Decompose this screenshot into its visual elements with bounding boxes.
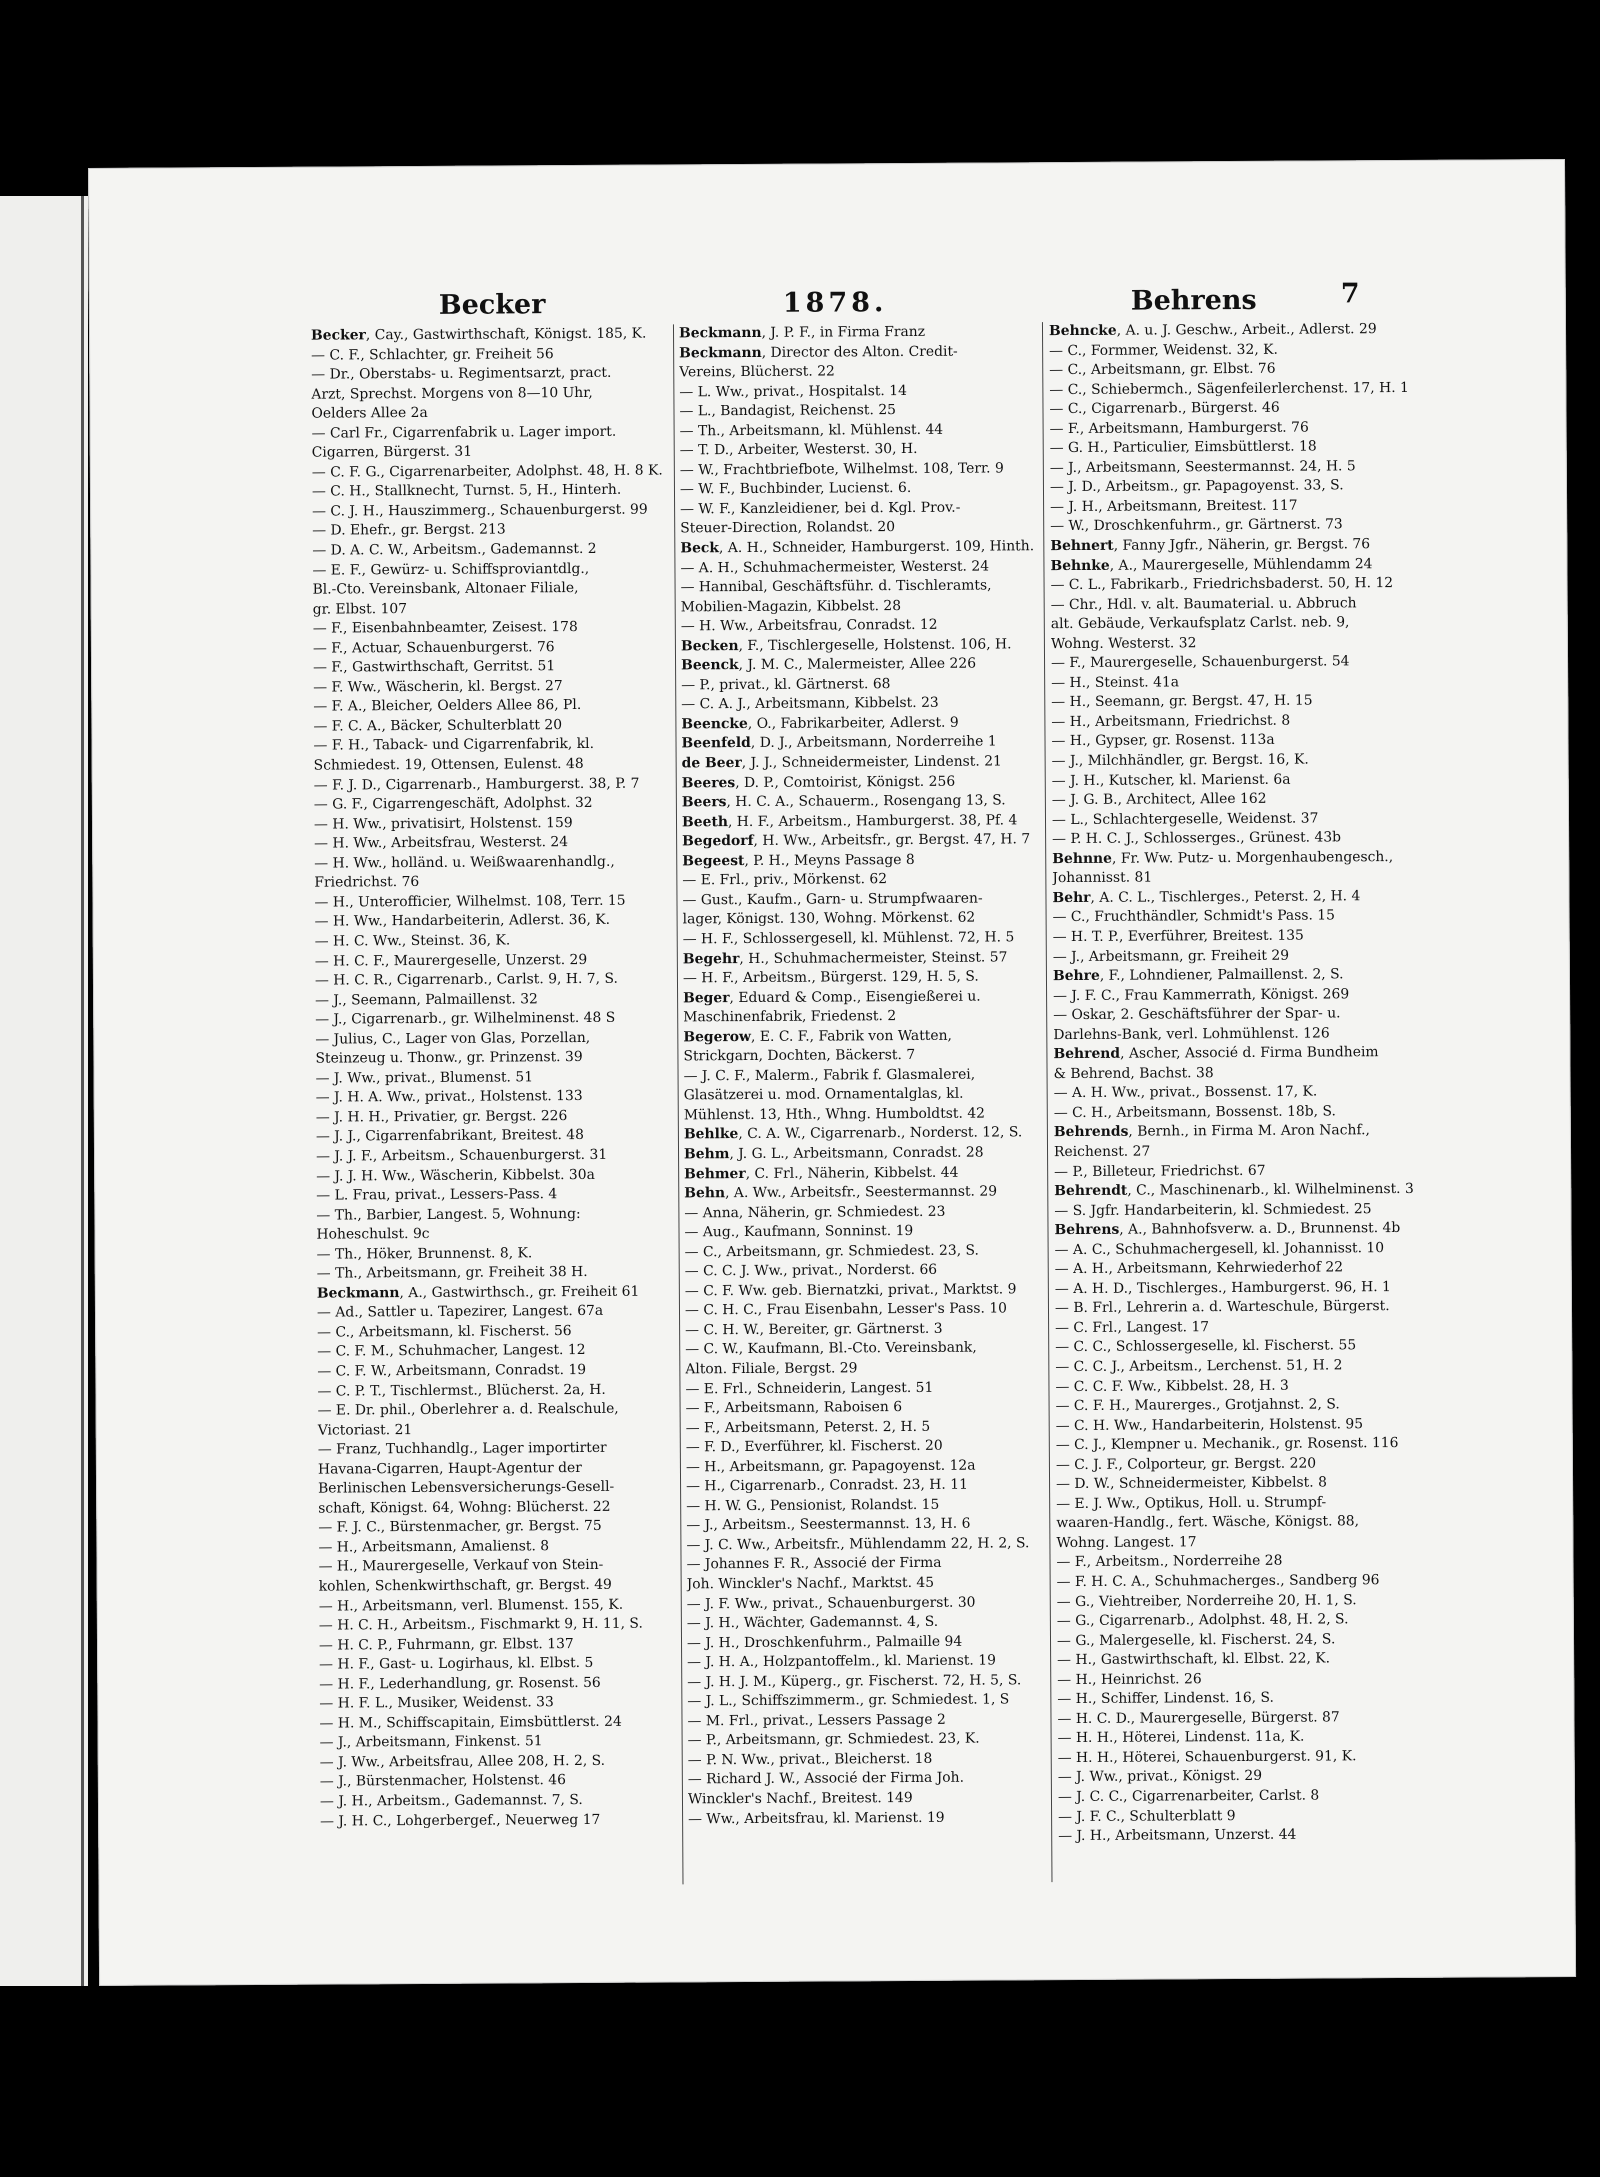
- directory-entry-line: kohlen, Schenkwirthschaft, gr. Bergst. 49: [318, 1576, 612, 1595]
- directory-entry-line: — H., Arbeitsmann, gr. Papagoyenst. 12a: [685, 1457, 976, 1476]
- directory-entry-line: Becken, F., Tischlergeselle, Holstenst. 106, H.: [680, 636, 1012, 655]
- directory-entry-line: — C. J. H., Hauszimmerg., Schauenburgerst. 99: [312, 501, 648, 520]
- directory-entry-line: Wohng. Westerst. 32: [1050, 634, 1197, 652]
- directory-entry-line: — H. C. F., Maurergeselle, Unzerst. 29: [314, 951, 588, 970]
- directory-entry-line: — H., Maurergeselle, Verkauf von Stein-: [318, 1557, 604, 1576]
- directory-entry-line: — J. H. J. M., Küperg., gr. Fischerst. 72, H. 5, S.: [687, 1672, 1022, 1691]
- directory-entry-line: Havana-Cigarren, Haupt-Agentur der: [317, 1459, 582, 1478]
- directory-entry-line: Behre, F., Lohndiener, Palmaillenst. 2, S.: [1052, 966, 1344, 985]
- directory-entry-line: Beers, H. C. A., Schauerm., Rosengang 13, S.: [681, 792, 1006, 811]
- directory-entry-line: — F., Actuar, Schauenburgerst. 76: [312, 638, 555, 657]
- directory-entry-line: — D. A. C. W., Arbeitsm., Gademannst. 2: [312, 540, 597, 559]
- directory-entry-line: — Th., Barbier, Langest. 5, Wohnung:: [316, 1205, 581, 1224]
- directory-entry-line: — F., Arbeitsmann, Hamburgerst. 76: [1049, 419, 1309, 437]
- directory-entry-line: — Anna, Näherin, gr. Schmiedest. 23: [684, 1203, 946, 1221]
- directory-entry-line: — G., Malergeselle, kl. Fischerst. 24, S.: [1056, 1631, 1336, 1649]
- directory-entry-line: Behlke, C. A. W., Cigarrenarb., Norderst. 12, S.: [683, 1124, 1023, 1143]
- directory-entry-line: — H. F. L., Musiker, Weidenst. 33: [319, 1694, 554, 1712]
- directory-entry-line: — Gust., Kaufm., Garn- u. Strumpfwaaren-: [682, 890, 983, 909]
- directory-entry-line: — J. J., Cigarrenfabrikant, Breitest. 48: [315, 1127, 585, 1146]
- directory-entry-line: — J., Cigarrenarb., gr. Wilhelminenst. 48 S: [315, 1009, 616, 1028]
- directory-entry-line: — J. Ww., privat., Königst. 29: [1057, 1768, 1263, 1786]
- directory-entry-line: — P. H. C. J., Schlosserges., Grünest. 43b: [1052, 829, 1342, 848]
- directory-entry-line: — J. L., Schiffszimmerm., gr. Schmiedest. 1, S: [687, 1691, 1010, 1710]
- directory-entry-line: Behncke, A. u. J. Geschw., Arbeit., Adlerst. 29: [1048, 321, 1377, 340]
- directory-entry-line: Beenck, J. M. C., Malermeister, Allee 226: [681, 655, 977, 674]
- directory-entry-line: — Richard J. W., Associé der Firma Joh.: [687, 1770, 965, 1788]
- directory-entry-line: — C. C., Schlossergeselle, kl. Fischerst. 55: [1055, 1337, 1357, 1356]
- directory-entry-line: — F. H., Taback- und Cigarrenfabrik, kl.: [313, 736, 595, 755]
- directory-entry-line: — H., Arbeitsmann, Friedrichst. 8: [1051, 712, 1291, 731]
- directory-entry-line: — H. C. H., Arbeitsm., Fischmarkt 9, H. 11, S.: [318, 1615, 643, 1634]
- directory-entry-line: Maschinenfabrik, Friedenst. 2: [683, 1008, 897, 1026]
- directory-entry-line: Mühlenst. 13, Hth., Whng. Humboldtst. 42: [683, 1105, 986, 1124]
- directory-entry-line: — J. H., Arbeitsmann, Breitest. 117: [1050, 497, 1298, 516]
- directory-entry-line: — Johannes F. R., Associé der Firma: [686, 1555, 942, 1573]
- facing-page-edge: [0, 196, 88, 1986]
- directory-entry-line: — C. C. F. Ww., Kibbelst. 28, H. 3: [1055, 1377, 1289, 1395]
- directory-entry-line: — J. G. B., Architect, Allee 162: [1051, 790, 1267, 809]
- directory-entry-line: — H. Ww., privatisirt, Holstenst. 159: [313, 814, 573, 833]
- directory-entry-line: — W., Droschkenfuhrm., gr. Gärtnerst. 73: [1050, 516, 1343, 535]
- directory-entry-line: — P., Billeteur, Friedrichst. 67: [1054, 1162, 1266, 1180]
- header-right-word: Behrens: [1130, 284, 1257, 317]
- directory-entry-line: — G., Cigarrenarb., Adolphst. 48, H. 2, S.: [1056, 1611, 1349, 1630]
- directory-entry-line: — J., Arbeitsm., Seestermannst. 13, H. 6: [686, 1515, 971, 1534]
- directory-entry-line: Victoriast. 21: [317, 1421, 413, 1439]
- directory-entry-line: Strickgarn, Dochten, Bäckerst. 7: [683, 1047, 916, 1065]
- directory-entry-line: Behn, A. Ww., Arbeitsfr., Seestermannst. 29: [684, 1183, 998, 1202]
- directory-entry-line: — J. F. Ww., privat., Schauenburgerst. 30: [686, 1594, 976, 1612]
- directory-entry-line: — J. H. H., Privatier, gr. Bergst. 226: [315, 1107, 568, 1126]
- directory-entry-line: — C. F. H., Maurerges., Grotjahnst. 2, S.: [1055, 1396, 1340, 1415]
- directory-entry-line: — H. T. P., Everführer, Breitest. 135: [1052, 927, 1304, 946]
- directory-entry-line: — C. F., Schlachter, gr. Freiheit 56: [311, 345, 554, 364]
- directory-entry-line: — C. A. J., Arbeitsmann, Kibbelst. 23: [681, 695, 939, 713]
- directory-entry-line: — F., Arbeitsmann, Peterst. 2, H. 5: [685, 1418, 931, 1436]
- directory-entry-line: — F. J. C., Bürstenmacher, gr. Bergst. 75: [318, 1518, 602, 1536]
- directory-entry-line: — H. Ww., Arbeitsfrau, Westerst. 24: [314, 834, 569, 852]
- directory-entry-line: Arzt, Sprechst. Morgens von 8—10 Uhr,: [311, 384, 593, 403]
- directory-entry-line: — F. J. D., Cigarrenarb., Hamburgerst. 38, P. 7: [313, 775, 640, 794]
- directory-entry-line: — Chr., Hdl. v. alt. Baumaterial. u. Abbruch: [1050, 594, 1357, 613]
- directory-entry-line: — J., Arbeitsmann, Seestermannst. 24, H. 5: [1049, 458, 1356, 476]
- directory-entry-line: — C. H., Stallknecht, Turnst. 5, H., Hinterh.: [311, 482, 622, 501]
- directory-entry-line: — J. Ww., Arbeitsfrau, Allee 208, H. 2, S.: [319, 1752, 606, 1771]
- directory-entry-line: — J. H., Arbeitsmann, Unzerst. 44: [1058, 1826, 1297, 1845]
- directory-entry-line: — H. Ww., Arbeitsfrau, Conradst. 12: [680, 617, 938, 635]
- directory-entry-line: Beencke, O., Fabrikarbeiter, Adlerst. 9: [681, 714, 959, 733]
- header-year: 1878.: [782, 287, 888, 319]
- directory-entry-line: Begerow, E. C. F., Fabrik von Watten,: [683, 1027, 952, 1046]
- directory-entry-line: lager, Königst. 130, Wohng. Mörkenst. 62: [682, 910, 976, 928]
- directory-entry-line: — H., Cigarrenarb., Conradst. 23, H. 11: [686, 1476, 968, 1495]
- directory-entry-line: — C., Cigarrenarb., Bürgerst. 46: [1049, 399, 1280, 418]
- directory-entry-line: — H., Arbeitsmann, Amalienst. 8: [318, 1538, 550, 1556]
- directory-entry-line: — Ww., Arbeitsfrau, kl. Marienst. 19: [688, 1809, 945, 1827]
- directory-entry-line: — H. C. R., Cigarrenarb., Carlst. 9, H. 7, S.: [314, 970, 618, 989]
- directory-entry-line: Alton. Filiale, Bergst. 29: [685, 1360, 858, 1378]
- directory-entry-line: — J. C. Ww., Arbeitsfr., Mühlendamm 22, H. 2, S.: [686, 1535, 1030, 1554]
- directory-entry-line: — J., Arbeitsmann, Finkenst. 51: [319, 1733, 543, 1751]
- directory-entry-line: Mobilien-Magazin, Kibbelst. 28: [680, 597, 902, 616]
- directory-entry-line: — C., Formmer, Weidenst. 32, K.: [1049, 341, 1278, 359]
- directory-entry-line: Behnne, Fr. Ww. Putz- u. Morgenhaubengesch.,: [1052, 848, 1394, 867]
- page-fold: [81, 196, 84, 1986]
- directory-entry-line: — F. H. C. A., Schuhmacherges., Sandberg 96: [1056, 1572, 1380, 1591]
- directory-entry-line: Beckmann, A., Gastwirthsch., gr. Freiheit 61: [316, 1283, 640, 1302]
- directory-entry-line: Joh. Winckler's Nachf., Marktst. 45: [686, 1574, 935, 1593]
- directory-entry-line: Oelders Allee 2a: [311, 405, 428, 422]
- directory-entry-line: Steinzeug u. Thonw., gr. Prinzenst. 39: [315, 1049, 583, 1067]
- page-number: 7: [1340, 278, 1360, 310]
- directory-entry-line: — P., privat., kl. Gärtnerst. 68: [681, 675, 891, 694]
- directory-entry-line: — H., Schiffer, Lindenst. 16, S.: [1057, 1690, 1274, 1708]
- directory-entry-line: — B. Frl., Lehrerin a. d. Warteschule, Bürgerst.: [1054, 1298, 1390, 1317]
- directory-entry-line: — C., Schiebermch., Sägenfeilerlerchenst. 17, H. 1: [1049, 379, 1409, 398]
- directory-entry-line: — T. D., Arbeiter, Westerst. 30, H.: [679, 441, 918, 459]
- directory-entry-line: — C. L., Fabrikarb., Friedrichsbaderst. 50, H. 12: [1050, 575, 1394, 594]
- directory-entry-line: — H., Unterofficier, Wilhelmst. 108, Terr. 15: [314, 892, 626, 911]
- directory-entry-line: — C. H. Ww., Handarbeiterin, Holstenst. 95: [1055, 1415, 1364, 1434]
- directory-entry-line: Behmer, C. Frl., Näherin, Kibbelst. 44: [684, 1164, 959, 1182]
- directory-entry-line: — L. Ww., privat., Hospitalst. 14: [679, 382, 907, 401]
- directory-entry-line: — E. Frl., Schneiderin, Langest. 51: [685, 1379, 934, 1397]
- directory-entry-line: — J., Bürstenmacher, Holstenst. 46: [319, 1772, 566, 1791]
- directory-entry-line: — M. Frl., privat., Lessers Passage 2: [687, 1711, 946, 1730]
- directory-entry-line: — H., Arbeitsmann, verl. Blumenst. 155, K.: [318, 1596, 624, 1615]
- directory-entry-line: — J. H., Wächter, Gademannst. 4, S.: [686, 1613, 939, 1632]
- directory-entry-line: Becker, Cay., Gastwirthschaft, Königst. 185, K.: [310, 325, 647, 344]
- directory-entry-line: — H., Gastwirthschaft, kl. Elbst. 22, K.: [1057, 1650, 1331, 1669]
- directory-entry-line: — C. C. J. Ww., privat., Norderst. 66: [684, 1262, 938, 1280]
- directory-entry-line: — S. Jgfr. Handarbeiterin, kl. Schmiedest. 25: [1054, 1200, 1372, 1219]
- directory-entry-line: — C. H., Arbeitsmann, Bossenst. 18b, S.: [1053, 1103, 1336, 1121]
- directory-entry-line: — Th., Höker, Brunnenst. 8, K.: [316, 1245, 533, 1263]
- directory-entry-line: Beckmann, J. P. F., in Firma Franz: [678, 323, 926, 342]
- directory-entry-line: — E. Frl., priv., Mörkenst. 62: [682, 871, 888, 889]
- directory-entry-line: Glasätzerei u. mod. Ornamentalglas, kl.: [683, 1085, 964, 1104]
- column-1: [311, 324, 682, 1831]
- directory-entry-line: — C. H. W., Bereiter, gr. Gärtnerst. 3: [685, 1320, 943, 1339]
- directory-entry-line: Schmiedest. 19, Ottensen, Eulenst. 48: [313, 756, 584, 774]
- directory-entry-line: — H. C. Ww., Steinst. 36, K.: [314, 932, 511, 950]
- directory-entry-line: — J. D., Arbeitsm., gr. Papagoyenst. 33, S.: [1049, 477, 1344, 496]
- directory-entry-line: — H., Steinst. 41a: [1051, 674, 1180, 691]
- directory-entry-line: Darlehns-Bank, verl. Lohmühlenst. 126: [1053, 1025, 1330, 1043]
- directory-entry-line: — H. F., Lederhandlung, gr. Rosenst. 56: [319, 1674, 601, 1693]
- directory-entry-line: Begeest, P. H., Meyns Passage 8: [682, 851, 915, 870]
- directory-entry-line: — L., Schlachtergeselle, Weidenst. 37: [1051, 810, 1319, 828]
- directory-entry-line: — P., Arbeitsmann, gr. Schmiedest. 23, K.: [687, 1730, 980, 1749]
- directory-entry-line: Bl.-Cto. Vereinsbank, Altonaer Filiale,: [312, 580, 579, 598]
- directory-entry-line: waaren-Handlg., fert. Wäsche, Königst. 88,: [1056, 1513, 1360, 1532]
- directory-entry-line: Behr, A. C. L., Tischlerges., Peterst. 2, H. 4: [1052, 888, 1361, 906]
- directory-entry-line: — Julius, C., Lager von Glas, Porzellan,: [315, 1029, 591, 1048]
- directory-entry-line: — A. H. Ww., privat., Bossenst. 17, K.: [1053, 1083, 1318, 1102]
- directory-entry-line: gr. Elbst. 107: [312, 600, 408, 618]
- directory-entry-line: — J. H. A. Ww., privat., Holstenst. 133: [315, 1088, 583, 1106]
- directory-entry-line: Hoheschulst. 9c: [316, 1226, 430, 1243]
- directory-entry-line: — H. H., Höterei, Schauenburgerst. 91, K.: [1057, 1748, 1357, 1767]
- directory-entry-line: — W. F., Kanzleidiener, bei d. Kgl. Prov.-: [680, 499, 961, 518]
- directory-entry-line: Reichenst. 27: [1053, 1143, 1151, 1161]
- directory-entry-line: Behrens, A., Bahnhofsverw. a. D., Brunnenst. 4b: [1054, 1220, 1401, 1239]
- directory-entry-line: — H., Gypser, gr. Rosenst. 113a: [1051, 732, 1275, 750]
- directory-entry-line: Beeres, D. P., Comtoirist, Königst. 256: [681, 773, 956, 791]
- directory-entry-line: — C., Fruchthändler, Schmidt's Pass. 15: [1052, 907, 1335, 926]
- directory-entry-line: — G. H., Particulier, Eimsbüttlerst. 18: [1049, 438, 1317, 457]
- directory-entry-line: Berlinischen Lebensversicherungs-Gesell-: [318, 1479, 615, 1497]
- directory-entry-line: — H. C. D., Maurergeselle, Bürgerst. 87: [1057, 1709, 1340, 1727]
- directory-entry-line: — C. H. C., Frau Eisenbahn, Lesser's Pass. 10: [684, 1300, 1008, 1319]
- directory-entry-line: — Ad., Sattler u. Tapezirer, Langest. 67a: [316, 1303, 604, 1321]
- directory-entry-line: — Aug., Kaufmann, Sonninst. 19: [684, 1223, 914, 1241]
- directory-entry-line: Beeth, H. F., Arbeitsm., Hamburgerst. 38, Pf. 4: [681, 812, 1018, 831]
- directory-entry-line: — J. J. H. Ww., Wäscherin, Kibbelst. 30a: [316, 1166, 595, 1185]
- directory-entry-line: — H. C. P., Fuhrmann, gr. Elbst. 137: [318, 1635, 574, 1654]
- directory-entry-line: — H., Seemann, gr. Bergst. 47, H. 15: [1051, 692, 1313, 711]
- directory-entry-line: — C. Frl., Langest. 17: [1055, 1319, 1210, 1337]
- column-2: [679, 322, 1050, 1829]
- directory-entry-line: — H. F., Arbeitsm., Bürgerst. 129, H. 5, S.: [682, 968, 979, 987]
- directory-entry-line: — Franz, Tuchhandlg., Lager importirter: [317, 1440, 607, 1458]
- directory-entry-line: — F. C. A., Bäcker, Schulterblatt 20: [313, 717, 563, 735]
- directory-entry-line: — J. F. C., Schulterblatt 9: [1058, 1807, 1236, 1825]
- directory-entry-line: — F. D., Everführer, kl. Fischerst. 20: [685, 1437, 943, 1456]
- directory-entry-line: — W. F., Buchbinder, Lucienst. 6.: [679, 480, 912, 498]
- directory-entry-line: — P. N. Ww., privat., Bleicherst. 18: [687, 1750, 933, 1769]
- directory-entry-line: — D. W., Schneidermeister, Kibbelst. 8: [1056, 1474, 1327, 1493]
- directory-entry-line: Behrendt, C., Maschinenarb., kl. Wilhelminenst. 3: [1054, 1180, 1414, 1200]
- directory-entry-line: — F. Ww., Wäscherin, kl. Bergst. 27: [313, 677, 563, 696]
- directory-entry-line: Behrends, Bernh., in Firma M. Aron Nachf.,: [1053, 1122, 1370, 1141]
- directory-entry-line: — H. F., Schlossergesell, kl. Mühlenst. 72, H. 5: [682, 929, 1015, 948]
- directory-entry-line: de Beer, J. J., Schneidermeister, Lindenst. 21: [681, 753, 1002, 772]
- directory-entry-line: — H. Ww., holländ. u. Weißwaarenhandlg.,: [314, 853, 615, 872]
- directory-entry-line: — H. W. G., Pensionist, Rolandst. 15: [686, 1496, 940, 1515]
- directory-entry-line: & Behrend, Bachst. 38: [1053, 1064, 1214, 1082]
- directory-entry-line: — H. H., Höterei, Lindenst. 11a, K.: [1057, 1728, 1305, 1747]
- directory-entry-line: — F., Maurergeselle, Schauenburgerst. 54: [1050, 653, 1350, 672]
- directory-entry-line: Begehr, H., Schuhmachermeister, Steinst. 57: [682, 948, 1008, 967]
- directory-entry-line: — A. H. D., Tischlerges., Hamburgerst. 96, H. 1: [1054, 1278, 1391, 1297]
- directory-entry-line: — F. A., Bleicher, Oelders Allee 86, Pl.: [313, 697, 582, 716]
- directory-entry-line: — L. Frau, privat., Lessers-Pass. 4: [316, 1186, 558, 1204]
- directory-entry-line: — H. M., Schiffscapitain, Eimsbüttlerst. 24: [319, 1713, 622, 1732]
- directory-entry-line: — F., Eisenbahnbeamter, Zeisest. 178: [312, 619, 578, 637]
- directory-entry-line: — J. F. C., Frau Kammerrath, Königst. 269: [1053, 985, 1350, 1004]
- directory-entry-line: — J. H. C., Lohgerbergef., Neuerweg 17: [320, 1811, 601, 1830]
- directory-entry-line: — C. F. Ww. geb. Biernatzki, privat., Marktst. 9: [684, 1281, 1017, 1300]
- directory-entry-line: Beckmann, Director des Alton. Credit-: [679, 343, 958, 361]
- directory-entry-line: — C. C. J., Arbeitsm., Lerchenst. 51, H. 2: [1055, 1357, 1343, 1376]
- directory-entry-line: — F., Arbeitsmann, Raboisen 6: [685, 1399, 903, 1417]
- directory-entry-line: — C. J., Klempner u. Mechanik., gr. Rosenst. 116: [1055, 1435, 1399, 1454]
- directory-entry-line: — J., Arbeitsmann, gr. Freiheit 29: [1052, 947, 1290, 965]
- directory-entry-line: — H. F., Gast- u. Logirhaus, kl. Elbst. 5: [319, 1655, 594, 1673]
- directory-entry-line: — C., Arbeitsmann, gr. Schmiedest. 23, S.: [684, 1242, 979, 1261]
- directory-entry-line: — C., Arbeitsmann, kl. Fischerst. 56: [317, 1322, 572, 1341]
- directory-entry-line: Beenfeld, D. J., Arbeitsmann, Norderreihe 1: [681, 733, 997, 752]
- directory-entry-line: Cigarren, Bürgerst. 31: [311, 443, 473, 461]
- directory-entry-line: Johannisst. 81: [1052, 869, 1153, 887]
- directory-entry-line: — E. J. Ww., Optikus, Holl. u. Strumpf-: [1056, 1494, 1327, 1512]
- directory-entry-line: alt. Gebäude, Verkaufsplatz Carlst. neb. 9,: [1050, 614, 1350, 633]
- directory-entry-line: — C. P. T., Tischlermst., Blücherst. 2a, H.: [317, 1381, 606, 1400]
- directory-entry-line: Steuer-Direction, Rolandst. 20: [680, 519, 896, 537]
- directory-entry-line: — G. F., Cigarrengeschäft, Adolphst. 32: [313, 795, 593, 813]
- directory-entry-line: schaft, Königst. 64, Wohng: Blücherst. 22: [318, 1498, 611, 1517]
- directory-entry-line: Behnke, A., Maurergeselle, Mühlendamm 24: [1050, 555, 1373, 574]
- directory-entry-line: — J., Seemann, Palmaillenst. 32: [315, 990, 538, 1009]
- directory-entry-line: — A. H., Schuhmachermeister, Westerst. 24: [680, 558, 990, 576]
- directory-entry-line: — Oskar, 2. Geschäftsführer der Spar- u.: [1053, 1005, 1341, 1024]
- directory-entry-line: — Th., Arbeitsmann, kl. Mühlenst. 44: [679, 421, 944, 440]
- directory-entry-line: — C. J. F., Colporteur, gr. Bergst. 220: [1055, 1455, 1317, 1473]
- directory-entry-line: — J. H., Arbeitsm., Gademannst. 7, S.: [319, 1792, 583, 1810]
- directory-entry-line: — J. C. F., Malerm., Fabrik f. Glasmalerei,: [683, 1066, 976, 1085]
- directory-entry-line: — J. J. F., Arbeitsm., Schauenburgerst. 31: [315, 1146, 608, 1165]
- directory-entry-line: — J. C. C., Cigarrenarbeiter, Carlst. 8: [1057, 1787, 1320, 1806]
- directory-entry-line: — J., Milchhändler, gr. Bergst. 16, K.: [1051, 751, 1309, 770]
- directory-entry-line: — W., Frachtbriefbote, Wilhelmst. 108, Terr. 9: [679, 460, 1004, 479]
- column-3: [1049, 320, 1426, 1847]
- directory-entry-line: Behm, J. G. L., Arbeitsmann, Conradst. 28: [683, 1144, 984, 1163]
- directory-entry-line: — D. Ehefr., gr. Bergst. 213: [312, 521, 506, 540]
- directory-entry-line: Friedrichst. 76: [314, 874, 420, 891]
- directory-entry-line: — L., Bandagist, Reichenst. 25: [679, 402, 897, 420]
- directory-entry-line: — C. F. G., Cigarrenarbeiter, Adolphst. 48, H. 8 K.: [311, 462, 663, 481]
- directory-entry-line: — J. Ww., privat., Blumenst. 51: [315, 1069, 534, 1087]
- directory-entry-line: — E. Dr. phil., Oberlehrer a. d. Realschule,: [317, 1400, 619, 1419]
- directory-entry-line: — A. C., Schuhmachergesell, kl. Johannisst. 10: [1054, 1239, 1385, 1258]
- directory-entry-line: — H., Heinrichst. 26: [1057, 1670, 1202, 1688]
- directory-page: [88, 159, 1576, 1986]
- directory-entry-line: — Th., Arbeitsmann, gr. Freiheit 38 H.: [316, 1264, 588, 1282]
- directory-entry-line: — C. W., Kaufmann, Bl.-Cto. Vereinsbank,: [685, 1340, 977, 1358]
- directory-entry-line: Winckler's Nachf., Breitest. 149: [687, 1790, 913, 1808]
- directory-entry-line: Behrend, Ascher, Associé d. Firma Bundheim: [1053, 1044, 1379, 1063]
- directory-entry-line: Vereins, Blücherst. 22: [679, 363, 835, 381]
- directory-entry-line: — J. H., Kutscher, kl. Marienst. 6a: [1051, 771, 1291, 789]
- directory-entry-line: — J. H. A., Holzpantoffelm., kl. Marienst. 19: [687, 1652, 996, 1671]
- directory-entry-line: — F., Arbeitsm., Norderreihe 28: [1056, 1553, 1283, 1571]
- directory-entry-line: — E. F., Gewürz- u. Schiffsproviantdlg.,: [312, 560, 590, 579]
- directory-entry-line: Beck, A. H., Schneider, Hamburgerst. 109, Hinth.: [680, 538, 1035, 557]
- directory-entry-line: — Hannibal, Geschäftsführ. d. Tischleramts,: [680, 577, 992, 596]
- directory-entry-line: — Dr., Oberstabs- u. Regimentsarzt, pract.: [311, 364, 612, 383]
- directory-entry-line: Begedorf, H. Ww., Arbeitsfr., gr. Bergst. 47, H. 7: [682, 831, 1031, 850]
- directory-entry-line: — A. H., Arbeitsmann, Kehrwiederhof 22: [1054, 1259, 1344, 1278]
- directory-entry-line: — F., Gastwirthschaft, Gerritst. 51: [313, 658, 556, 676]
- directory-entry-line: — J. H., Droschkenfuhrm., Palmaille 94: [686, 1633, 963, 1652]
- directory-entry-line: — C. F. W., Arbeitsmann, Conradst. 19: [317, 1361, 587, 1380]
- directory-entry-line: — G., Viehtreiber, Norderreihe 20, H. 1, S.: [1056, 1591, 1357, 1610]
- directory-entry-line: Beger, Eduard & Comp., Eisengießerei u.: [683, 988, 981, 1006]
- directory-entry-line: — H. Ww., Handarbeiterin, Adlerst. 36, K.: [314, 912, 611, 931]
- directory-entry-line: — C. F. M., Schuhmacher, Langest. 12: [317, 1342, 586, 1361]
- directory-entry-line: — C., Arbeitsmann, gr. Elbst. 76: [1049, 360, 1276, 379]
- directory-entry-line: Behnert, Fanny Jgfr., Näherin, gr. Bergst. 76: [1050, 536, 1371, 555]
- header-left-word: Becker: [438, 289, 546, 321]
- directory-entry-line: — Carl Fr., Cigarrenfabrik u. Lager import.: [311, 423, 617, 442]
- directory-entry-line: Wohng. Langest. 17: [1056, 1534, 1197, 1552]
